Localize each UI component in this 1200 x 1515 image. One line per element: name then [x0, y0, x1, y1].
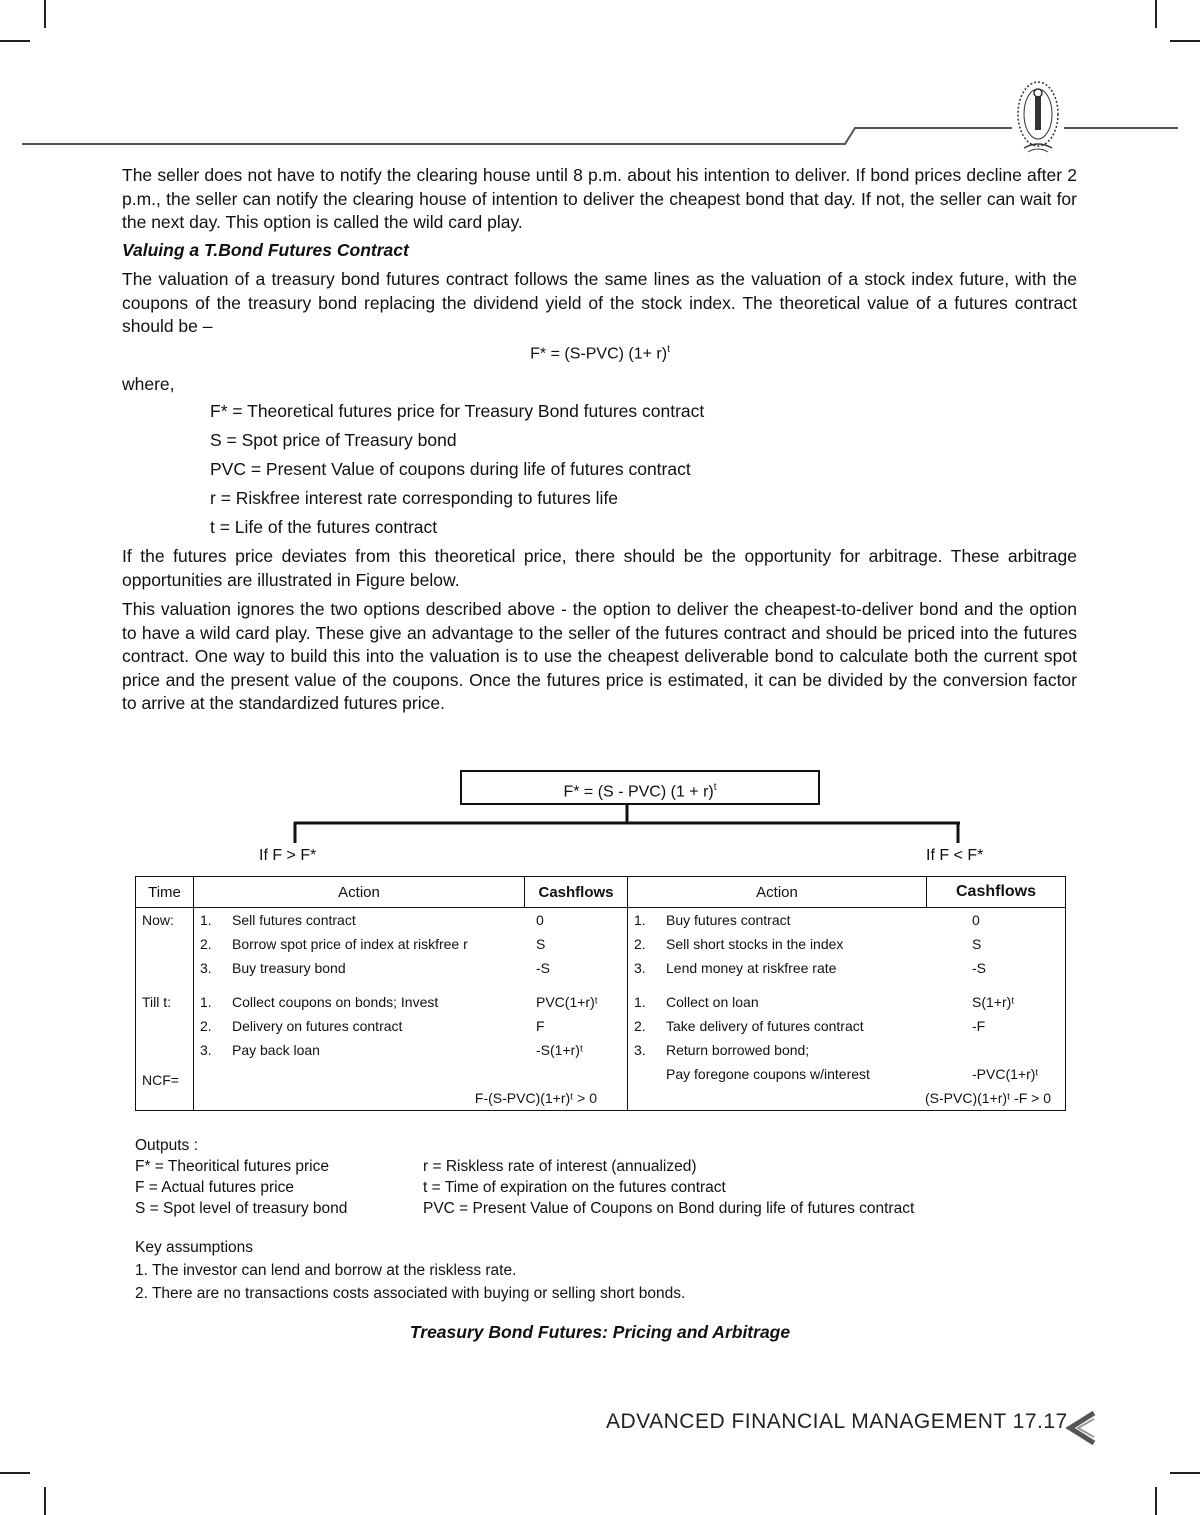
formula-text: F* = (S-PVC) (1+ r) — [530, 345, 668, 363]
cashflow-value: 0 — [536, 912, 544, 928]
assumptions-title: Key assumptions — [135, 1239, 254, 1256]
intro-paragraph: The seller does not have to notify the clearing house until 8 p.m. about his intention to deliver. If bond prices decline after 2 p.m., the seller can notify the clearing house of intention to deliver the cheapest bond that day. If not, the seller can wait for the next day. This option is called the wild card play. — [122, 165, 1077, 232]
now-label: Now: — [142, 912, 174, 928]
cashflow-value: F — [536, 1018, 545, 1034]
action-text: Take delivery of futures contract — [666, 1018, 864, 1034]
crop-mark — [1155, 1487, 1157, 1515]
table-row — [194, 1038, 627, 1062]
action-text: Lend money at riskfree rate — [666, 960, 837, 976]
step-number: 1. — [634, 912, 646, 928]
cashflow-value: PVC(1+r)ᵗ — [536, 994, 598, 1010]
figure-formula-exponent: t — [713, 782, 717, 793]
crop-mark — [0, 1472, 30, 1474]
assumption-item: 2. There are no transactions costs associated with buying or selling short bonds. — [135, 1285, 686, 1302]
output-item: F = Actual futures price — [135, 1179, 294, 1196]
step-number: 1. — [200, 912, 212, 928]
table-row — [194, 1014, 627, 1038]
action-text: Return borrowed bond; — [666, 1042, 810, 1058]
step-number: 2. — [634, 936, 646, 952]
action-text: Pay back loan — [232, 1042, 320, 1058]
step-number: 2. — [634, 1018, 646, 1034]
action-text: Buy futures contract — [666, 912, 791, 928]
figure-formula-text: F* = (S - PVC) (1 + r) — [563, 783, 714, 801]
right-ncf-value: (S-PVC)(1+r)ᵗ -F > 0 — [925, 1090, 1051, 1106]
table-header-row — [136, 877, 1066, 908]
step-number: 1. — [200, 994, 212, 1010]
action-text: Pay foregone coupons w/interest — [666, 1066, 870, 1082]
action-text: Delivery on futures contract — [232, 1018, 403, 1034]
step-number: 1. — [634, 994, 646, 1010]
page-footer: ADVANCED FINANCIAL MANAGEMENT 17.17 — [606, 1410, 1068, 1433]
action-text: Sell short stocks in the index — [666, 936, 844, 952]
table-row — [628, 1014, 1065, 1038]
cashflow-value: S — [536, 936, 546, 952]
cashflow-value: -PVC(1+r)ᵗ — [972, 1066, 1039, 1082]
assumption-item: 1. The investor can lend and borrow at the riskless rate. — [135, 1262, 517, 1279]
action-text: Collect on loan — [666, 994, 759, 1010]
table-row — [628, 990, 1065, 1014]
cashflow-value: S — [972, 936, 982, 952]
definition-item: t = Life of the futures contract — [210, 517, 438, 537]
outputs-block — [135, 1135, 347, 1219]
left-cashflows-header: Cashflows — [525, 877, 628, 908]
options-paragraph: This valuation ignores the two options described above - the option to deliver the cheapest-to-deliver bond and the option to have a wild card play. These give an advantage to the seller of the futures contract and should be priced into the futures contract. One way to build this into the valuation is to use the cheapest deliverable bond to calculate both the current spot price and the present value of the coupons. Once the futures price is estimated, it can be divided by the conversion factor to arrive at the standardized futures price. — [122, 599, 1077, 713]
table-row — [194, 908, 627, 932]
time-column — [136, 908, 194, 1111]
step-number: 2. — [200, 936, 212, 952]
output-item: r = Riskless rate of interest (annualized) — [423, 1158, 697, 1175]
definition-item: PVC = Present Value of coupons during life of futures contract — [210, 459, 691, 479]
output-item: F* = Theoritical futures price — [135, 1158, 329, 1175]
cashflow-value: -S — [972, 960, 986, 976]
table-row — [628, 1038, 1065, 1062]
formula-exponent: t — [667, 344, 670, 355]
cashflow-value: -S — [536, 960, 550, 976]
right-strategy-column — [628, 908, 1066, 1111]
step-number: 3. — [200, 1042, 212, 1058]
ncf-label: NCF= — [142, 1072, 179, 1086]
table-body-row — [136, 908, 1066, 1111]
left-ncf-value: F-(S-PVC)(1+r)ᵗ > 0 — [474, 1090, 597, 1106]
table-row — [628, 1062, 1065, 1086]
output-item: t = Time of expiration on the futures contract — [423, 1179, 726, 1196]
table-row — [194, 932, 627, 956]
outputs-right-column — [423, 1156, 914, 1219]
action-text: Buy treasury bond — [232, 960, 346, 976]
time-header: Time — [136, 877, 194, 908]
left-strategy-column — [194, 908, 628, 1111]
section-heading: Valuing a T.Bond Futures Contract — [122, 240, 409, 260]
step-number: 3. — [200, 960, 212, 976]
cashflow-value: -S(1+r)ᵗ — [536, 1042, 584, 1058]
arbitrage-table — [135, 876, 1066, 1111]
valuation-paragraph: The valuation of a treasury bond futures contract follows the same lines as the valuation of a stock index future, with the coupons of the treasury bond replacing the dividend yield of the stock index. The theoretical value of a futures contract should be – — [122, 269, 1077, 336]
table-row — [194, 956, 627, 980]
definition-item: F* = Theoretical futures price for Treasury Bond futures contract — [210, 401, 705, 421]
definition-item: r = Riskfree interest rate corresponding to futures life — [210, 488, 619, 508]
outputs-title: Outputs : — [135, 1137, 198, 1154]
output-item: S = Spot level of treasury bond — [135, 1200, 348, 1217]
output-item: PVC = Present Value of Coupons on Bond during life of futures contract — [423, 1200, 915, 1217]
till-label: Till t: — [142, 994, 172, 1010]
step-number: 3. — [634, 1042, 646, 1058]
action-text: Collect coupons on bonds; Invest — [232, 994, 439, 1010]
definition-item: S = Spot price of Treasury bond — [210, 430, 457, 450]
figure-caption: Treasury Bond Futures: Pricing and Arbitrage — [409, 1322, 791, 1342]
action-text: Sell futures contract — [232, 912, 356, 928]
step-number: 2. — [200, 1018, 212, 1034]
table-row — [628, 956, 1065, 980]
chevron-left-icon — [1064, 1410, 1098, 1446]
arbitrage-paragraph: If the futures price deviates from this theoretical price, there should be the opportunity for arbitrage. These arbitrage opportunities are illustrated in Figure below. — [122, 546, 1077, 590]
right-cashflows-header: Cashflows — [927, 877, 1066, 908]
right-action-header: Action — [628, 877, 927, 908]
table-row — [194, 990, 627, 1014]
left-branch-label: If F > F* — [259, 847, 317, 864]
step-number: 3. — [634, 960, 646, 976]
assumptions-block — [135, 1236, 685, 1305]
crop-mark — [1170, 1472, 1200, 1474]
cashflow-value: S(1+r)ᵗ — [972, 994, 1015, 1010]
crop-mark — [44, 1487, 46, 1515]
action-text: Borrow spot price of index at riskfree r — [232, 936, 468, 952]
table-row — [628, 908, 1065, 932]
where-label: where, — [122, 374, 175, 394]
table-row — [628, 932, 1065, 956]
cashflow-value: 0 — [972, 912, 980, 928]
right-branch-label: If F < F* — [926, 847, 984, 864]
cashflow-value: -F — [972, 1018, 986, 1034]
left-action-header: Action — [194, 877, 525, 908]
